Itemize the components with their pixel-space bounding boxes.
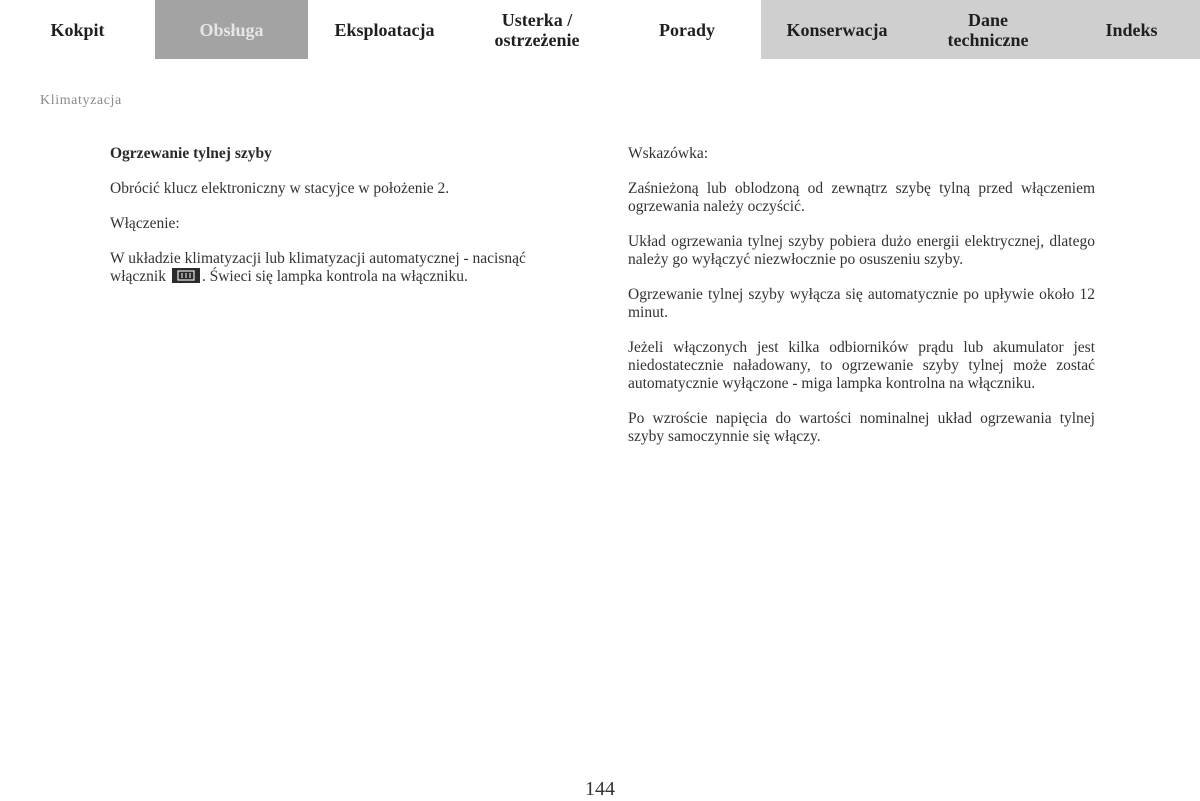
instruction-text-after: . Świeci się lampka kontrola na włączniku. (201, 268, 468, 285)
note-paragraph: Zaśnieżoną lub oblodzoną od zewnątrz szybę tylną przed włączeniem ogrzewania należy oczyścić. (628, 180, 1095, 215)
section-heading: Ogrzewanie tylnej szyby (110, 145, 272, 162)
tab-kokpit[interactable] (0, 0, 155, 59)
tab-indeks[interactable] (1063, 0, 1200, 59)
tab-label-line1: Dane (968, 9, 1008, 30)
tab-label: Porady (659, 19, 715, 40)
note-label: Wskazówka: (628, 145, 709, 162)
tab-label: Indeks (1105, 19, 1158, 40)
tab-usterka-ostrzezenie[interactable] (461, 0, 613, 59)
left-column (110, 145, 585, 303)
rear-window-defroster-icon (172, 268, 200, 283)
tab-label: Kokpit (50, 19, 105, 40)
instruction-paragraph: Obrócić klucz elektroniczny w stacyjce w położenie 2. (110, 180, 450, 197)
tab-konserwacja[interactable] (761, 0, 913, 59)
page-number: 144 (585, 778, 615, 800)
instruction-text-before: W układzie klimatyzacji lub klimatyzacji automatycznej - nacisnąć włącznik (110, 250, 526, 285)
tab-dane-techniczne[interactable] (913, 0, 1063, 59)
breadcrumb: Klimatyzacja (40, 93, 122, 108)
tab-porady[interactable] (613, 0, 761, 59)
switch-on-label: Włączenie: (110, 215, 180, 232)
tab-label: Obsługa (199, 19, 264, 40)
note-paragraph: Po wzroście napięcia do wartości nominalnej układ ogrzewania tylnej szyby samoczynnie się włączy. (628, 410, 1095, 445)
switch-on-instruction (110, 250, 585, 286)
note-paragraph: Jeżeli włączonych jest kilka odbiorników prądu lub akumulator jest niedostatecznie naładowany, to ogrzewanie szyby tylnej może zostać automatycznie wyłączone - miga lampka kontrolna na włączniku. (628, 339, 1095, 392)
note-paragraph: Ogrzewanie tylnej szyby wyłącza się automatycznie po upływie około 12 minut. (628, 286, 1095, 321)
tab-eksploatacja[interactable] (308, 0, 461, 59)
tab-label-line2: techniczne (947, 29, 1029, 50)
right-column (628, 145, 1095, 463)
tab-label-line1: Usterka / (501, 9, 573, 30)
tab-label: Konserwacja (786, 19, 888, 40)
note-paragraph: Układ ogrzewania tylnej szyby pobiera dużo energii elektrycznej, dlatego należy go wyłączyć niezwłocznie po osuszeniu szyby. (628, 233, 1095, 268)
tab-obsluga[interactable] (155, 0, 308, 59)
tab-label-line2: ostrzeżenie (494, 29, 580, 50)
section-navigation (0, 0, 1200, 59)
tab-label: Eksploatacja (334, 19, 435, 40)
